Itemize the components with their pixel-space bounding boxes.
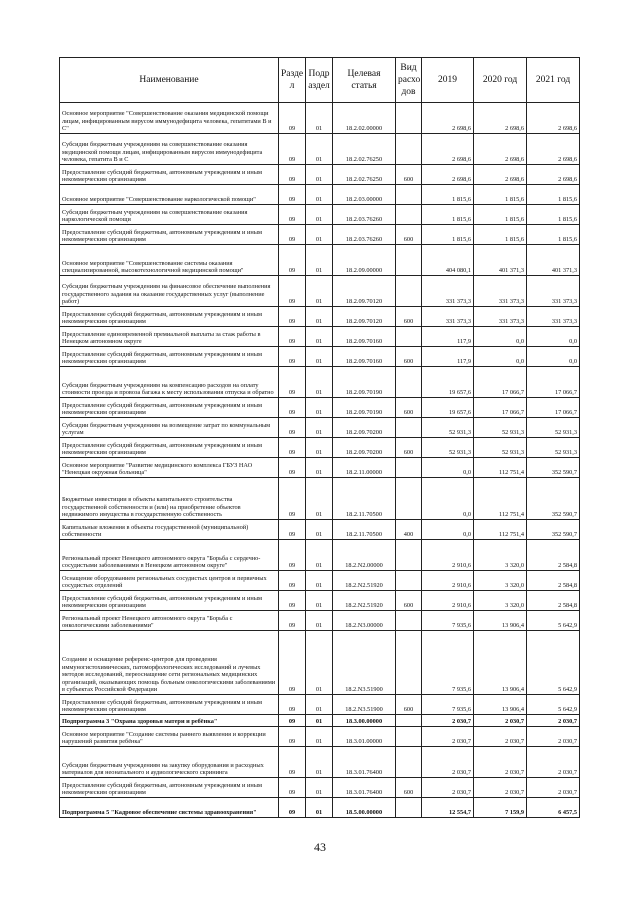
row-target-article: 18.2.03.00000 (333, 185, 396, 205)
row-target-article: 18.2.09.70160 (333, 327, 396, 347)
table-row (60, 398, 580, 418)
row-amount-2020: 401 371,3 (474, 245, 527, 276)
row-subsection: 01 (306, 134, 333, 165)
row-target-article: 18.2.11.00000 (333, 458, 396, 478)
row-amount-2020: 7 159,9 (474, 798, 527, 818)
table-row (60, 245, 580, 276)
row-amount-2019: 404 080,1 (422, 245, 474, 276)
table-row (60, 715, 580, 727)
row-expense-type (396, 798, 422, 818)
row-amount-2019: 1 815,6 (422, 205, 474, 225)
row-name: Субсидии бюджетным учреждениям на совершенствование оказания медицинской помощи лицам, инфицированным вирусом иммунодефицита человека, гепатита B и C (60, 134, 279, 165)
row-subsection: 01 (306, 307, 333, 327)
row-subsection: 01 (306, 438, 333, 458)
row-amount-2021: 2 584,8 (527, 591, 580, 611)
row-amount-2020: 1 815,6 (474, 225, 527, 245)
row-amount-2019: 2 698,6 (422, 165, 474, 185)
table-row (60, 778, 580, 798)
row-expense-type (396, 611, 422, 631)
row-amount-2019: 2 910,6 (422, 591, 474, 611)
table-row (60, 165, 580, 185)
row-target-article: 18.2.02.00000 (333, 103, 396, 134)
row-subsection: 01 (306, 225, 333, 245)
row-amount-2021: 17 066,7 (527, 398, 580, 418)
row-amount-2021: 2 584,8 (527, 540, 580, 571)
row-amount-2019: 19 657,6 (422, 398, 474, 418)
row-amount-2019: 7 935,6 (422, 611, 474, 631)
row-section: 09 (279, 134, 306, 165)
row-amount-2020: 2 030,7 (474, 715, 527, 727)
row-target-article: 18.2.09.70200 (333, 438, 396, 458)
row-target-article: 18.2.11.70500 (333, 520, 396, 540)
header-year-2019: 2019 (422, 58, 474, 103)
row-subsection: 01 (306, 695, 333, 715)
row-target-article: 18.2.09.70190 (333, 367, 396, 398)
row-target-article: 18.2.02.76250 (333, 165, 396, 185)
row-expense-type: 600 (396, 438, 422, 458)
row-amount-2019: 2 910,6 (422, 571, 474, 591)
row-amount-2019: 19 657,6 (422, 367, 474, 398)
row-expense-type: 600 (396, 695, 422, 715)
row-amount-2021: 2 030,7 (527, 727, 580, 747)
row-amount-2020: 17 066,7 (474, 398, 527, 418)
row-subsection: 01 (306, 165, 333, 185)
row-section: 09 (279, 591, 306, 611)
row-amount-2021: 1 815,6 (527, 205, 580, 225)
row-name: Предоставление единовременной премиальной выплаты за стаж работы в Ненецком автономном округе (60, 327, 279, 347)
row-subsection: 01 (306, 611, 333, 631)
row-expense-type: 600 (396, 165, 422, 185)
row-section: 09 (279, 418, 306, 438)
row-section: 09 (279, 520, 306, 540)
table-row (60, 276, 580, 307)
row-amount-2021: 5 642,9 (527, 631, 580, 695)
row-expense-type (396, 715, 422, 727)
row-name: Основное мероприятие "Совершенствование наркологической помощи" (60, 185, 279, 205)
table-row (60, 591, 580, 611)
row-expense-type (396, 540, 422, 571)
row-amount-2020: 2 698,6 (474, 103, 527, 134)
table-row (60, 571, 580, 591)
row-amount-2019: 0,0 (422, 478, 474, 520)
row-target-article: 18.2.09.70120 (333, 307, 396, 327)
row-amount-2019: 2 698,6 (422, 134, 474, 165)
row-section: 09 (279, 778, 306, 798)
row-section: 09 (279, 611, 306, 631)
header-expense-type: Вид расхо дов (396, 58, 422, 103)
row-section: 09 (279, 347, 306, 367)
row-amount-2019: 117,9 (422, 347, 474, 367)
row-amount-2021: 1 815,6 (527, 225, 580, 245)
table-row (60, 458, 580, 478)
budget-table (59, 57, 580, 818)
row-amount-2019: 7 935,6 (422, 631, 474, 695)
table-row (60, 327, 580, 347)
row-amount-2019: 7 935,6 (422, 695, 474, 715)
row-section: 09 (279, 438, 306, 458)
row-amount-2021: 6 457,5 (527, 798, 580, 818)
row-expense-type (396, 418, 422, 438)
row-expense-type: 600 (396, 307, 422, 327)
row-name: Создание и оснащение референс-центров для проведения иммуногистохимических, патоморфологических исследований и лучевых методов исследований, переоснащение сети региональных медицинских организаций, оказывающих помощь больным онкологическими заболеваниями в субъектах Российской Федерации (60, 631, 279, 695)
row-section: 09 (279, 225, 306, 245)
row-amount-2021: 2 584,8 (527, 571, 580, 591)
row-amount-2019: 52 931,3 (422, 418, 474, 438)
row-target-article: 18.2.N3.51900 (333, 695, 396, 715)
budget-document (59, 57, 579, 818)
row-target-article: 18.2.09.70160 (333, 347, 396, 367)
header-target-article: Целевая статья (333, 58, 396, 103)
table-row (60, 134, 580, 165)
row-amount-2019: 2 030,7 (422, 727, 474, 747)
row-target-article: 18.2.N2.00000 (333, 540, 396, 571)
row-subsection: 01 (306, 327, 333, 347)
row-expense-type (396, 571, 422, 591)
table-row (60, 367, 580, 398)
row-amount-2021: 2 698,6 (527, 103, 580, 134)
row-target-article: 18.2.09.00000 (333, 245, 396, 276)
row-amount-2021: 2 698,6 (527, 134, 580, 165)
header-subsection: Подр аздел (306, 58, 333, 103)
row-expense-type (396, 367, 422, 398)
row-expense-type (396, 747, 422, 778)
row-subsection: 01 (306, 727, 333, 747)
row-name: Предоставление субсидий бюджетным, автономным учреждениям и иным некоммерческим организациям (60, 778, 279, 798)
row-target-article: 18.2.09.70200 (333, 418, 396, 438)
row-target-article: 18.2.09.70190 (333, 398, 396, 418)
row-name: Основное мероприятие "Совершенствование системы оказания специализированной, высокотехнологичной медицинской помощи" (60, 245, 279, 276)
row-subsection: 01 (306, 798, 333, 818)
row-amount-2021: 2 030,7 (527, 747, 580, 778)
row-target-article: 18.2.N2.51920 (333, 571, 396, 591)
row-name: Предоставление субсидий бюджетным, автономным учреждениям и иным некоммерческим организациям (60, 165, 279, 185)
row-expense-type: 600 (396, 398, 422, 418)
row-amount-2020: 17 066,7 (474, 367, 527, 398)
row-target-article: 18.2.N2.51920 (333, 591, 396, 611)
row-amount-2020: 13 906,4 (474, 611, 527, 631)
table-row (60, 185, 580, 205)
table-row (60, 225, 580, 245)
table-row (60, 727, 580, 747)
row-expense-type (396, 185, 422, 205)
row-amount-2021: 2 030,7 (527, 715, 580, 727)
row-amount-2019: 2 030,7 (422, 778, 474, 798)
row-section: 09 (279, 458, 306, 478)
row-target-article: 18.3.01.76400 (333, 747, 396, 778)
row-section: 09 (279, 245, 306, 276)
row-subsection: 01 (306, 103, 333, 134)
row-amount-2019: 117,9 (422, 327, 474, 347)
row-expense-type (396, 103, 422, 134)
row-amount-2021: 5 642,9 (527, 611, 580, 631)
row-expense-type (396, 276, 422, 307)
row-expense-type (396, 727, 422, 747)
row-target-article: 18.2.02.76250 (333, 134, 396, 165)
row-amount-2021: 0,0 (527, 327, 580, 347)
header-year-2021: 2021 год (527, 58, 580, 103)
row-section: 09 (279, 185, 306, 205)
row-amount-2021: 352 590,7 (527, 458, 580, 478)
row-amount-2020: 13 906,4 (474, 631, 527, 695)
table-row (60, 747, 580, 778)
row-amount-2019: 12 554,7 (422, 798, 474, 818)
row-target-article: 18.2.N3.00000 (333, 611, 396, 631)
row-target-article: 18.3.01.76400 (333, 778, 396, 798)
row-name: Предоставление субсидий бюджетным, автономным учреждениям и иным некоммерческим организациям (60, 347, 279, 367)
row-expense-type: 600 (396, 347, 422, 367)
table-row (60, 307, 580, 327)
row-section: 09 (279, 695, 306, 715)
row-target-article: 18.2.03.76260 (333, 205, 396, 225)
row-subsection: 01 (306, 540, 333, 571)
row-target-article: 18.2.03.76260 (333, 225, 396, 245)
row-amount-2021: 5 642,9 (527, 695, 580, 715)
row-target-article: 18.3.01.00000 (333, 727, 396, 747)
row-subsection: 01 (306, 458, 333, 478)
row-subsection: 01 (306, 591, 333, 611)
header-year-2020: 2020 год (474, 58, 527, 103)
row-amount-2021: 52 931,3 (527, 438, 580, 458)
table-row (60, 438, 580, 458)
row-target-article: 18.2.11.70500 (333, 478, 396, 520)
row-amount-2020: 112 751,4 (474, 458, 527, 478)
row-amount-2020: 2 698,6 (474, 134, 527, 165)
row-name: Региональный проект Ненецкого автономного округа "Борьба с сердечно-сосудистыми заболеваниями в Ненецком автономном округе" (60, 540, 279, 571)
row-name: Предоставление субсидий бюджетным, автономным учреждениям и иным некоммерческим организациям (60, 398, 279, 418)
table-header-row (60, 58, 580, 103)
row-name: Предоставление субсидий бюджетным, автономным учреждениям и иным некоммерческим организациям (60, 591, 279, 611)
row-amount-2020: 112 751,4 (474, 520, 527, 540)
row-name: Основное мероприятие "Совершенствование оказания медицинской помощи лицам, инфицированным вирусом иммунодефицита человека, гепатитами B и C" (60, 103, 279, 134)
header-section: Разде л (279, 58, 306, 103)
row-subsection: 01 (306, 398, 333, 418)
row-name: Субсидии бюджетным учреждениям на возмещение затрат по коммунальным услугам (60, 418, 279, 438)
row-amount-2019: 0,0 (422, 520, 474, 540)
row-amount-2019: 331 373,3 (422, 276, 474, 307)
row-amount-2020: 0,0 (474, 347, 527, 367)
row-name: Субсидии бюджетным учреждениям на компенсацию расходов на оплату стоимости проезда и провоза багажа к месту использования отпуска и обратно (60, 367, 279, 398)
row-section: 09 (279, 307, 306, 327)
row-section: 09 (279, 103, 306, 134)
row-expense-type (396, 245, 422, 276)
row-name: Основное мероприятие "Развитие медицинского комплекса ГБУЗ НАО "Ненецкая окружная больница" (60, 458, 279, 478)
row-expense-type (396, 327, 422, 347)
row-subsection: 01 (306, 367, 333, 398)
table-row (60, 478, 580, 520)
row-amount-2021: 2 030,7 (527, 778, 580, 798)
row-subsection: 01 (306, 418, 333, 438)
row-subsection: 01 (306, 571, 333, 591)
row-amount-2021: 2 698,6 (527, 165, 580, 185)
row-section: 09 (279, 571, 306, 591)
row-expense-type (396, 134, 422, 165)
row-subsection: 01 (306, 631, 333, 695)
row-amount-2021: 52 931,3 (527, 418, 580, 438)
row-expense-type (396, 458, 422, 478)
row-amount-2021: 331 373,3 (527, 307, 580, 327)
row-name: Подпрограмма 5 "Кадровое обеспечение системы здравоохранения" (60, 798, 279, 818)
row-subsection: 01 (306, 715, 333, 727)
row-name: Предоставление субсидий бюджетным, автономным учреждениям и иным некоммерческим организациям (60, 225, 279, 245)
row-amount-2021: 352 590,7 (527, 478, 580, 520)
row-name: Субсидии бюджетным учреждениям на закупку оборудования и расходных материалов для неонатального и аудиологического скрининга (60, 747, 279, 778)
row-section: 09 (279, 205, 306, 225)
page-number: 43 (314, 840, 326, 854)
table-row (60, 695, 580, 715)
row-section: 09 (279, 631, 306, 695)
row-amount-2021: 331 373,3 (527, 276, 580, 307)
row-section: 09 (279, 798, 306, 818)
row-amount-2020: 3 320,0 (474, 591, 527, 611)
row-amount-2021: 401 371,3 (527, 245, 580, 276)
row-amount-2020: 2 030,7 (474, 778, 527, 798)
row-expense-type: 600 (396, 778, 422, 798)
row-expense-type: 400 (396, 520, 422, 540)
row-subsection: 01 (306, 747, 333, 778)
row-expense-type (396, 631, 422, 695)
row-amount-2019: 2 030,7 (422, 715, 474, 727)
row-amount-2020: 2 030,7 (474, 747, 527, 778)
row-section: 09 (279, 398, 306, 418)
row-subsection: 01 (306, 520, 333, 540)
row-target-article: 18.5.00.00000 (333, 798, 396, 818)
row-expense-type (396, 478, 422, 520)
row-amount-2020: 2 698,6 (474, 165, 527, 185)
row-name: Предоставление субсидий бюджетным, автономным учреждениям и иным некоммерческим организациям (60, 307, 279, 327)
row-target-article: 18.3.00.00000 (333, 715, 396, 727)
row-subsection: 01 (306, 347, 333, 367)
table-body (60, 103, 580, 818)
row-amount-2021: 17 066,7 (527, 367, 580, 398)
row-subsection: 01 (306, 185, 333, 205)
row-section: 09 (279, 478, 306, 520)
row-name: Субсидии бюджетным учреждениям на совершенствование оказания наркологической помощи (60, 205, 279, 225)
row-expense-type (396, 205, 422, 225)
row-section: 09 (279, 540, 306, 571)
row-amount-2020: 331 373,3 (474, 276, 527, 307)
table-row (60, 520, 580, 540)
row-amount-2020: 52 931,3 (474, 438, 527, 458)
row-section: 09 (279, 327, 306, 347)
row-section: 09 (279, 715, 306, 727)
row-name: Бюджетные инвестиции в объекты капитального строительства государственной собственности и (или) на приобретение объектов недвижимого имущества в государственную собственность (60, 478, 279, 520)
row-expense-type: 600 (396, 591, 422, 611)
row-section: 09 (279, 165, 306, 185)
table-row (60, 631, 580, 695)
table-row (60, 205, 580, 225)
row-amount-2019: 1 815,6 (422, 225, 474, 245)
row-amount-2020: 331 373,3 (474, 307, 527, 327)
row-name: Предоставление субсидий бюджетным, автономным учреждениям и иным некоммерческим организациям (60, 438, 279, 458)
row-amount-2020: 1 815,6 (474, 205, 527, 225)
row-amount-2020: 1 815,6 (474, 185, 527, 205)
row-section: 09 (279, 276, 306, 307)
row-amount-2019: 1 815,6 (422, 185, 474, 205)
row-amount-2021: 0,0 (527, 347, 580, 367)
row-amount-2020: 2 030,7 (474, 727, 527, 747)
row-name: Оснащение оборудованием региональных сосудистых центров и первичных сосудистых отделений (60, 571, 279, 591)
row-subsection: 01 (306, 478, 333, 520)
row-subsection: 01 (306, 276, 333, 307)
table-row (60, 611, 580, 631)
row-amount-2019: 2 910,6 (422, 540, 474, 571)
row-amount-2019: 2 030,7 (422, 747, 474, 778)
row-amount-2020: 3 320,0 (474, 540, 527, 571)
row-amount-2019: 331 373,3 (422, 307, 474, 327)
row-section: 09 (279, 727, 306, 747)
row-amount-2019: 52 931,3 (422, 438, 474, 458)
row-amount-2021: 1 815,6 (527, 185, 580, 205)
row-name: Региональный проект Ненецкого автономного округа "Борьба с онкологическими заболеваниями" (60, 611, 279, 631)
row-amount-2020: 0,0 (474, 327, 527, 347)
row-target-article: 18.2.N3.51900 (333, 631, 396, 695)
row-name: Основное мероприятие "Создание системы раннего выявления и коррекции нарушений развития ребёнка" (60, 727, 279, 747)
table-row (60, 798, 580, 818)
row-target-article: 18.2.09.70120 (333, 276, 396, 307)
table-row (60, 540, 580, 571)
row-amount-2020: 3 320,0 (474, 571, 527, 591)
row-amount-2019: 2 698,6 (422, 103, 474, 134)
row-amount-2021: 352 590,7 (527, 520, 580, 540)
row-amount-2019: 0,0 (422, 458, 474, 478)
row-name: Предоставление субсидий бюджетным, автономным учреждениям и иным некоммерческим организациям (60, 695, 279, 715)
row-name: Капитальные вложения в объекты государственной (муниципальной) собственности (60, 520, 279, 540)
table-row (60, 103, 580, 134)
table-row (60, 418, 580, 438)
table-row (60, 347, 580, 367)
row-name: Подпрограмма 3 "Охрана здоровья матери и ребёнка" (60, 715, 279, 727)
row-expense-type: 600 (396, 225, 422, 245)
row-subsection: 01 (306, 778, 333, 798)
row-amount-2020: 112 751,4 (474, 478, 527, 520)
row-subsection: 01 (306, 245, 333, 276)
header-name: Наименование (60, 58, 279, 103)
row-subsection: 01 (306, 205, 333, 225)
row-section: 09 (279, 367, 306, 398)
row-name: Субсидии бюджетным учреждениям на финансовое обеспечение выполнения государственного задания на оказание государственных услуг (выполнение работ) (60, 276, 279, 307)
row-amount-2020: 13 906,4 (474, 695, 527, 715)
row-amount-2020: 52 931,3 (474, 418, 527, 438)
row-section: 09 (279, 747, 306, 778)
